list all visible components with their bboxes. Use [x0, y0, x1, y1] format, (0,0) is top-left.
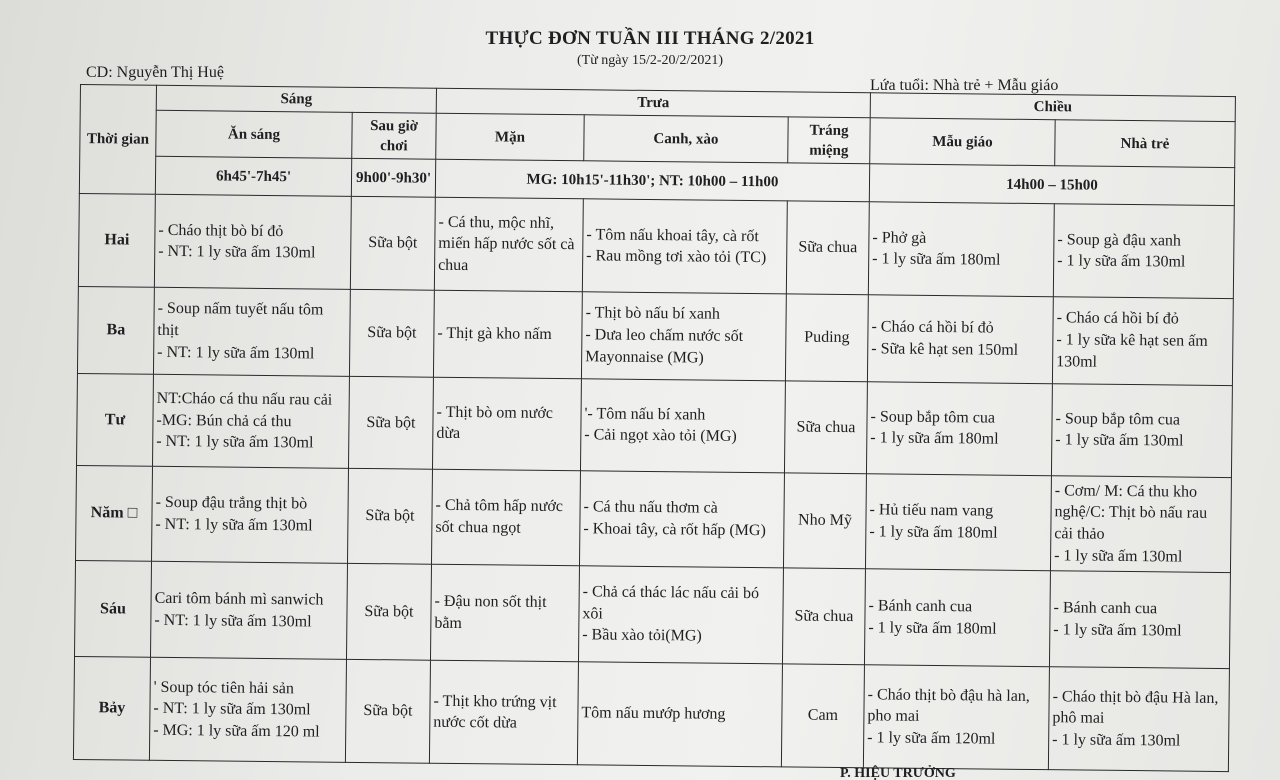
snack-cell: Sữa bột: [345, 660, 430, 764]
kindergarten-afternoon-cell: [864, 568, 1050, 667]
table-row: [75, 560, 1231, 669]
menu-item-text: '- Tôm nấu bí xanh: [584, 405, 706, 424]
page-title: THỰC ĐƠN TUẦN III THÁNG 2/2021: [485, 28, 815, 49]
age-group: Lứa tuổi: Nhà trẻ + Mẫu giáo: [870, 77, 1059, 94]
menu-table: [73, 84, 1236, 772]
main-dish-cell: [432, 377, 581, 471]
table-row: [73, 657, 1229, 772]
soup-cell: [579, 471, 784, 568]
header-soup: Canh, xào: [584, 115, 788, 163]
menu-item-text: Cari tôm bánh mì sanwich: [154, 589, 324, 609]
header-time: Thời gian: [79, 85, 156, 195]
snack-cell: Sữa bột: [348, 376, 433, 469]
breakfast-cell: [149, 658, 346, 763]
main-dish-cell: [431, 469, 580, 565]
menu-item-text: - Cá thu nấu thơm cà: [583, 498, 718, 518]
nursery-afternoon-cell: [1053, 204, 1234, 298]
header-kindergarten: Mẫu giáo: [870, 118, 1055, 166]
breakfast-cell: [152, 374, 349, 469]
menu-item-text: - 1 ly sữa ấm 180ml: [870, 429, 999, 448]
menu-item-text: - Soup gà đậu xanh: [1057, 230, 1182, 250]
menu-item-text: - Dưa leo chấm nước sốt Mayonnaise (MG): [585, 326, 744, 367]
menu-item-text: - Soup nấm tuyết nấu tôm thịt: [157, 300, 324, 340]
time-breakfast: 6h45'-7h45': [155, 156, 351, 196]
nursery-afternoon-cell: [1050, 476, 1231, 572]
principal-signature-label: P. HIỆU TRƯỞNG: [840, 766, 956, 780]
dessert-cell: Puding: [785, 294, 868, 381]
menu-item-text: - Chả cá thác lác nấu cải bó xôi: [582, 583, 760, 623]
snack-cell: Sữa bột: [347, 468, 432, 563]
day-label: Năm □: [76, 466, 153, 561]
table-row: [78, 194, 1234, 299]
menu-item-text: - NT: 1 ly sữa ấm 130ml: [157, 343, 315, 363]
menu-item-text: - Thịt bò om nước dừa: [436, 403, 554, 443]
main-dish-cell: [429, 660, 578, 764]
breakfast-cell: [150, 561, 347, 660]
menu-item-text: - Cháo cá hồi bí đỏ: [871, 318, 994, 337]
menu-item-text: - 1 ly sữa ấm 180ml: [869, 523, 998, 542]
cd-name: CD: Nguyễn Thị Huệ: [86, 64, 224, 81]
dessert-cell: Sữa chua: [786, 201, 869, 294]
kindergarten-afternoon-cell: [865, 474, 1051, 571]
menu-item-text: - Cháo cá hồi bí đỏ: [1056, 309, 1179, 328]
menu-item-text: - 1 ly sữa ấm 180ml: [872, 250, 1001, 269]
time-afternoon: 14h00 – 15h00: [869, 164, 1234, 206]
menu-item-text: - Cá thu, mộc nhĩ, miến hấp nước sốt cà chua: [438, 213, 575, 275]
header-nursery: Nhà trẻ: [1055, 120, 1235, 168]
menu-item-text: - Bầu xào tỏi(MG): [582, 626, 702, 645]
menu-item-text: - Rau mồng tơi xào tỏi (TC): [586, 247, 767, 267]
menu-item-text: - Cháo thịt bò đậu hà lan, pho mai: [867, 686, 1030, 726]
menu-item-text: - Cải ngọt xào tỏi (MG): [584, 426, 737, 446]
day-label: Bảy: [73, 657, 150, 760]
snack-cell: Sữa bột: [350, 197, 435, 290]
main-dish-cell: [433, 290, 582, 378]
menu-item-text: - MG: 1 ly sữa ấm 120 ml: [153, 721, 320, 741]
nursery-afternoon-cell: [1051, 383, 1232, 477]
breakfast-cell: [153, 287, 350, 376]
menu-item-text: - 1 ly sữa kê hạt sen ấm 130ml: [1056, 331, 1208, 371]
kindergarten-afternoon-cell: [866, 381, 1052, 476]
menu-item-text: - Sữa kê hạt sen 150ml: [871, 340, 1019, 359]
menu-item-text: NT:Cháo cá thu nấu rau cải: [156, 389, 333, 409]
menu-item-text: Tôm nấu mướp hương: [581, 704, 726, 724]
menu-item-text: - Soup đậu trắng thịt bò: [155, 494, 308, 513]
menu-item-text: - Cháo thịt bò đậu Hà lan, phô mai: [1052, 687, 1219, 728]
kindergarten-afternoon-cell: [867, 295, 1053, 383]
table-row: [76, 466, 1232, 573]
menu-item-text: - Cháo thịt bò bí đỏ: [158, 221, 284, 240]
menu-item-text: - NT: 1 ly sữa ấm 130ml: [158, 243, 316, 262]
soup-cell: [580, 378, 785, 473]
menu-item-text: - Tôm nấu khoai tây, cà rốt: [586, 225, 759, 245]
page-subtitle: (Từ ngày 15/2-20/2/2021): [576, 53, 723, 68]
nursery-afternoon-cell: [1049, 570, 1230, 668]
nursery-afternoon-cell: [1052, 297, 1233, 385]
menu-item-text: - Soup bắp tôm cua: [870, 408, 996, 427]
menu-item-text: - 1 ly sữa ấm 180ml: [868, 618, 997, 638]
breakfast-cell: [152, 466, 349, 563]
dessert-cell: Nho Mỹ: [783, 473, 866, 568]
menu-item-text: - NT: 1 ly sữa ấm 130ml: [156, 432, 314, 452]
menu-item-text: - Thịt gà kho nấm: [437, 324, 552, 343]
menu-item-text: -MG: Bún chả cá thu: [156, 411, 292, 430]
menu-item-text: - Thịt kho trứng vịt nước cốt dừa: [433, 692, 557, 732]
menu-item-text: - Bánh canh cua: [1053, 599, 1158, 618]
table-row: [77, 373, 1233, 478]
header-after-play: Sau giờ chơi: [352, 113, 436, 160]
snack-cell: Sữa bột: [349, 289, 434, 376]
header-breakfast: Ăn sáng: [156, 111, 352, 159]
header-main: Mặn: [436, 114, 584, 161]
nursery-afternoon-cell: [1048, 667, 1229, 772]
dessert-cell: Sữa chua: [782, 568, 865, 665]
breakfast-cell: [154, 195, 351, 290]
menu-item-text: - Thịt bò nấu bí xanh: [585, 304, 721, 324]
dessert-cell: Cam: [781, 664, 864, 768]
time-noon: MG: 10h15'-11h30'; NT: 10h00 – 11h00: [435, 159, 869, 202]
header-morning: Sáng: [156, 85, 436, 113]
menu-item-text: - Bánh canh cua: [868, 597, 973, 616]
soup-cell: [578, 565, 783, 664]
header-afternoon: Chiều: [870, 93, 1235, 122]
menu-item-text: - 1 ly sữa ấm 130ml: [1052, 731, 1181, 750]
main-dish-cell: [434, 198, 583, 292]
menu-item-text: - 1 ly sữa ấm 130ml: [1054, 546, 1183, 566]
menu-item-text: - 1 ly sữa ấm 130ml: [1053, 620, 1182, 640]
header-dessert: Tráng miệng: [788, 117, 870, 164]
day-label: Tư: [77, 373, 154, 466]
kindergarten-afternoon-cell: [863, 665, 1049, 770]
day-label: Ba: [77, 286, 154, 373]
menu-item-text: - Phở gà: [872, 228, 927, 247]
header-noon: Trưa: [436, 88, 870, 118]
menu-item-text: - 1 ly sữa ấm 130ml: [1055, 431, 1184, 450]
menu-item-text: - 1 ly sữa ấm 130ml: [1057, 252, 1186, 271]
menu-item-text: - 1 ly sữa ấm 120ml: [867, 729, 996, 748]
soup-cell: [577, 662, 782, 767]
menu-item-text: - Cơm/ M: Cá thu kho nghệ/C: Thịt bò nấu rau cải thảo: [1054, 481, 1208, 543]
menu-item-text: - NT: 1 ly sữa ấm 130ml: [153, 700, 311, 719]
soup-cell: [582, 199, 787, 294]
menu-item-text: - Hủ tiếu nam vang: [869, 501, 994, 520]
menu-item-text: - NT: 1 ly sữa ấm 130ml: [155, 515, 313, 535]
day-label: Sáu: [75, 560, 152, 657]
snack-cell: Sữa bột: [346, 563, 431, 660]
table-row: [77, 286, 1233, 385]
menu-item-text: - Khoai tây, cà rốt hấp (MG): [583, 520, 766, 540]
menu-item-text: ' Soup tóc tiên hải sản: [153, 678, 294, 698]
soup-cell: [581, 292, 786, 381]
menu-item-text: - NT: 1 ly sữa ấm 130ml: [154, 611, 312, 630]
menu-item-text: - Đậu non sốt thịt bằm: [434, 592, 547, 632]
time-after-play: 9h00'-9h30': [351, 159, 435, 198]
kindergarten-afternoon-cell: [868, 202, 1054, 297]
day-label: Hai: [78, 194, 155, 287]
menu-item-text: - Soup bắp tôm cua: [1055, 409, 1181, 429]
dessert-cell: Sữa chua: [784, 380, 867, 473]
main-dish-cell: [430, 564, 579, 662]
menu-item-text: - Chả tôm hấp nước sốt chua ngọt: [435, 497, 564, 537]
